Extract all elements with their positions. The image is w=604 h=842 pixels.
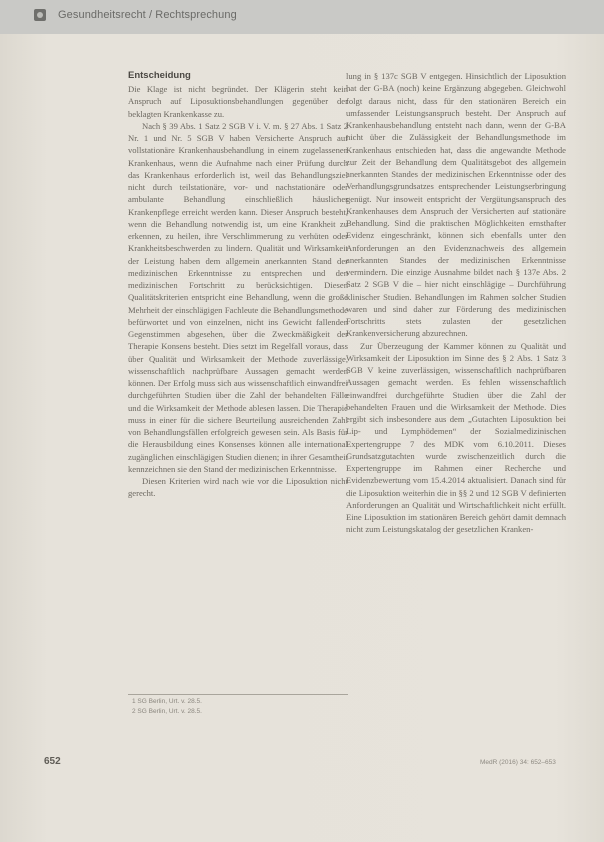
footnote: 2 SG Berlin, Urt. v. 28.5. <box>132 707 202 715</box>
paragraph: lung in § 137c SGB V entgegen. Hinsichtlich der Liposuktion hat der G-BA (noch) keine Ergänzung abgegeben. Gleichwohl folgt daraus nicht, dass für den stationären Bereich ein umfassender Leistungsanspruch besteht. Der Anspruch auf Krankenhausbehandlung entsteht nach dann, wenn der G-BA nicht über die Zulässigkeit der Behandlungsmethode im Krankenhaus entschieden hat, dass die angewandte Methode zur Zeit der Behandlung dem Qualitätsgebot des allgemein anerkannten Standes der medizinischen Erkenntnisse oder des Verhandlungsgrundsatzes entsprechender Leistungserbringung genügt. Nur insoweit entspricht der Vergütungsanspruch des Krankenhauses dem Anspruch der Versicherten auf stationäre Behandlung. Sind die praktischen Möglichkeiten ernsthafter Evidenz eingeschränkt, können sich ebenfalls unter den Anforderungen an den Evidenznachweis des allgemein anerkannten Standes der medizinischen Erkenntnisse vermindern. Die einzige Ausnahme bildet nach § 137e Abs. 2 Satz 2 SGB V die – hier nicht einschlägige – Durchführung klinischer Studien. Behandlungen im Rahmen solcher Studien waren und sind daher zur Förderung des medizinischen Fortschritts stets zulasten der gesetzlichen Krankenversicherung abzurechnen. <box>346 71 566 339</box>
paragraph: Nach § 39 Abs. 1 Satz 2 SGB V i. V. m. § 27 Abs. 1 Satz 2 Nr. 1 und Nr. 5 SGB V haben Versicherte Anspruch auf vollstationäre Krankenhausbehandlung in einem zugelassenen Krankenhaus, wenn die Aufnahme nach einer Prüfung durch das Krankenhaus erforderlich ist, weil das Behandlungsziel nicht durch teilstationäre, vor- und nachstationäre oder ambulante Behandlung einschließlich häuslicher Krankenpflege erreicht werden kann. Dieser Anspruch besteht, wenn die Behandlung notwendig ist, um eine Krankheit zu erkennen, zu heilen, ihre Verschlimmerung zu verhüten oder Krankheitsbeschwerden zu lindern. Qualität und Wirksamkeit der Leistung haben dem allgemein anerkannten Stand der medizinischen Erkenntnisse zu entsprechen und den medizinischen Fortschritt zu berücksichtigen. Diesen Qualitätskriterien entspricht eine Behandlung, wenn die große Mehrheit der einschlägigen Fachleute die Behandlungsmethode befürwortet und von einzelnen, nicht ins Gewicht fallenden Gegenstimmen abgesehen, über die Zweckmäßigkeit der Therapie Konsens besteht. Dies setzt im Regelfall voraus, dass über Qualität und Wirksamkeit der Methode zuverlässige, wissenschaftlich nachprüfbare Aussagen gemacht werden können. Der Erfolg muss sich aus wissenschaftlich einwandfrei durchgeführten Studien über die Zahl der behandelten Fälle und die Wirksamkeit der Methode ablesen lassen. Die Therapie muss in einer für die sichere Beurteilung ausreichenden Zahl von Behandlungsfällen erfolgreich gewesen sein. Als Basis für die Herausbildung eines Konsenses können alle international zugänglichen einschlägigen Studien dienen; in ihrer Gesamtheit kennzeichnen sie den Stand der medizinischen Erkenntnisse. <box>128 120 348 474</box>
paragraph: Zur Überzeugung der Kammer können zu Qualität und Wirksamkeit der Liposuktion im Sinne des § 2 Abs. 1 Satz 3 SGB V keine zuverlässigen, wissenschaftlich nachprüfbaren Aussagen gemacht werden. Es fehlen wissenschaftlich einwandfrei durchgeführte Studien über die Zahl der behandelten Frauen und die Wirksamkeit der Methode. Dies ergibt sich insbesondere aus dem „Gutachten Liposuktion bei Lip- und Lymphödemen“ der Sozialmedizinischen Expertengruppe 7 des MDK vom 6.10.2011. Dieses Grundsatzgutachten wurde zwischenzeitlich durch die Expertengruppe im Rahmen einer Recherche und Evidenzbewertung vom 15.4.2014 aktualisiert. Danach sind für die Liposuktion weiterhin die in §§ 2 und 12 SGB V definierten Anforderungen an Qualität und Wirtschaftlichkeit nicht erfüllt. Eine Liposuktion im stationären Bereich gehört damit demnach nicht zum Leistungskatalog der gesetzlichen Kranken- <box>346 340 566 535</box>
running-header <box>0 0 604 34</box>
journal-citation: MedR (2016) 34: 652–653 <box>480 759 556 766</box>
paragraph: Die Klage ist nicht begründet. Der Klägerin steht kein Anspruch auf Liposuktionsbehandlungen gegenüber der beklagten Krankenkasse zu. <box>128 84 348 119</box>
section-heading: Entscheidung <box>128 70 191 81</box>
header-section-title: Gesundheitsrecht / Rechtsprechung <box>58 9 237 21</box>
left-column <box>128 70 348 500</box>
page-number: 652 <box>44 756 61 767</box>
right-column <box>346 70 566 536</box>
paragraph: Diesen Kriterien wird nach wie vor die Liposuktion nicht gerecht. <box>128 476 348 499</box>
section-icon <box>34 9 46 21</box>
footnote: 1 SG Berlin, Urt. v. 28.5. <box>132 698 202 705</box>
footnotes <box>128 694 348 716</box>
